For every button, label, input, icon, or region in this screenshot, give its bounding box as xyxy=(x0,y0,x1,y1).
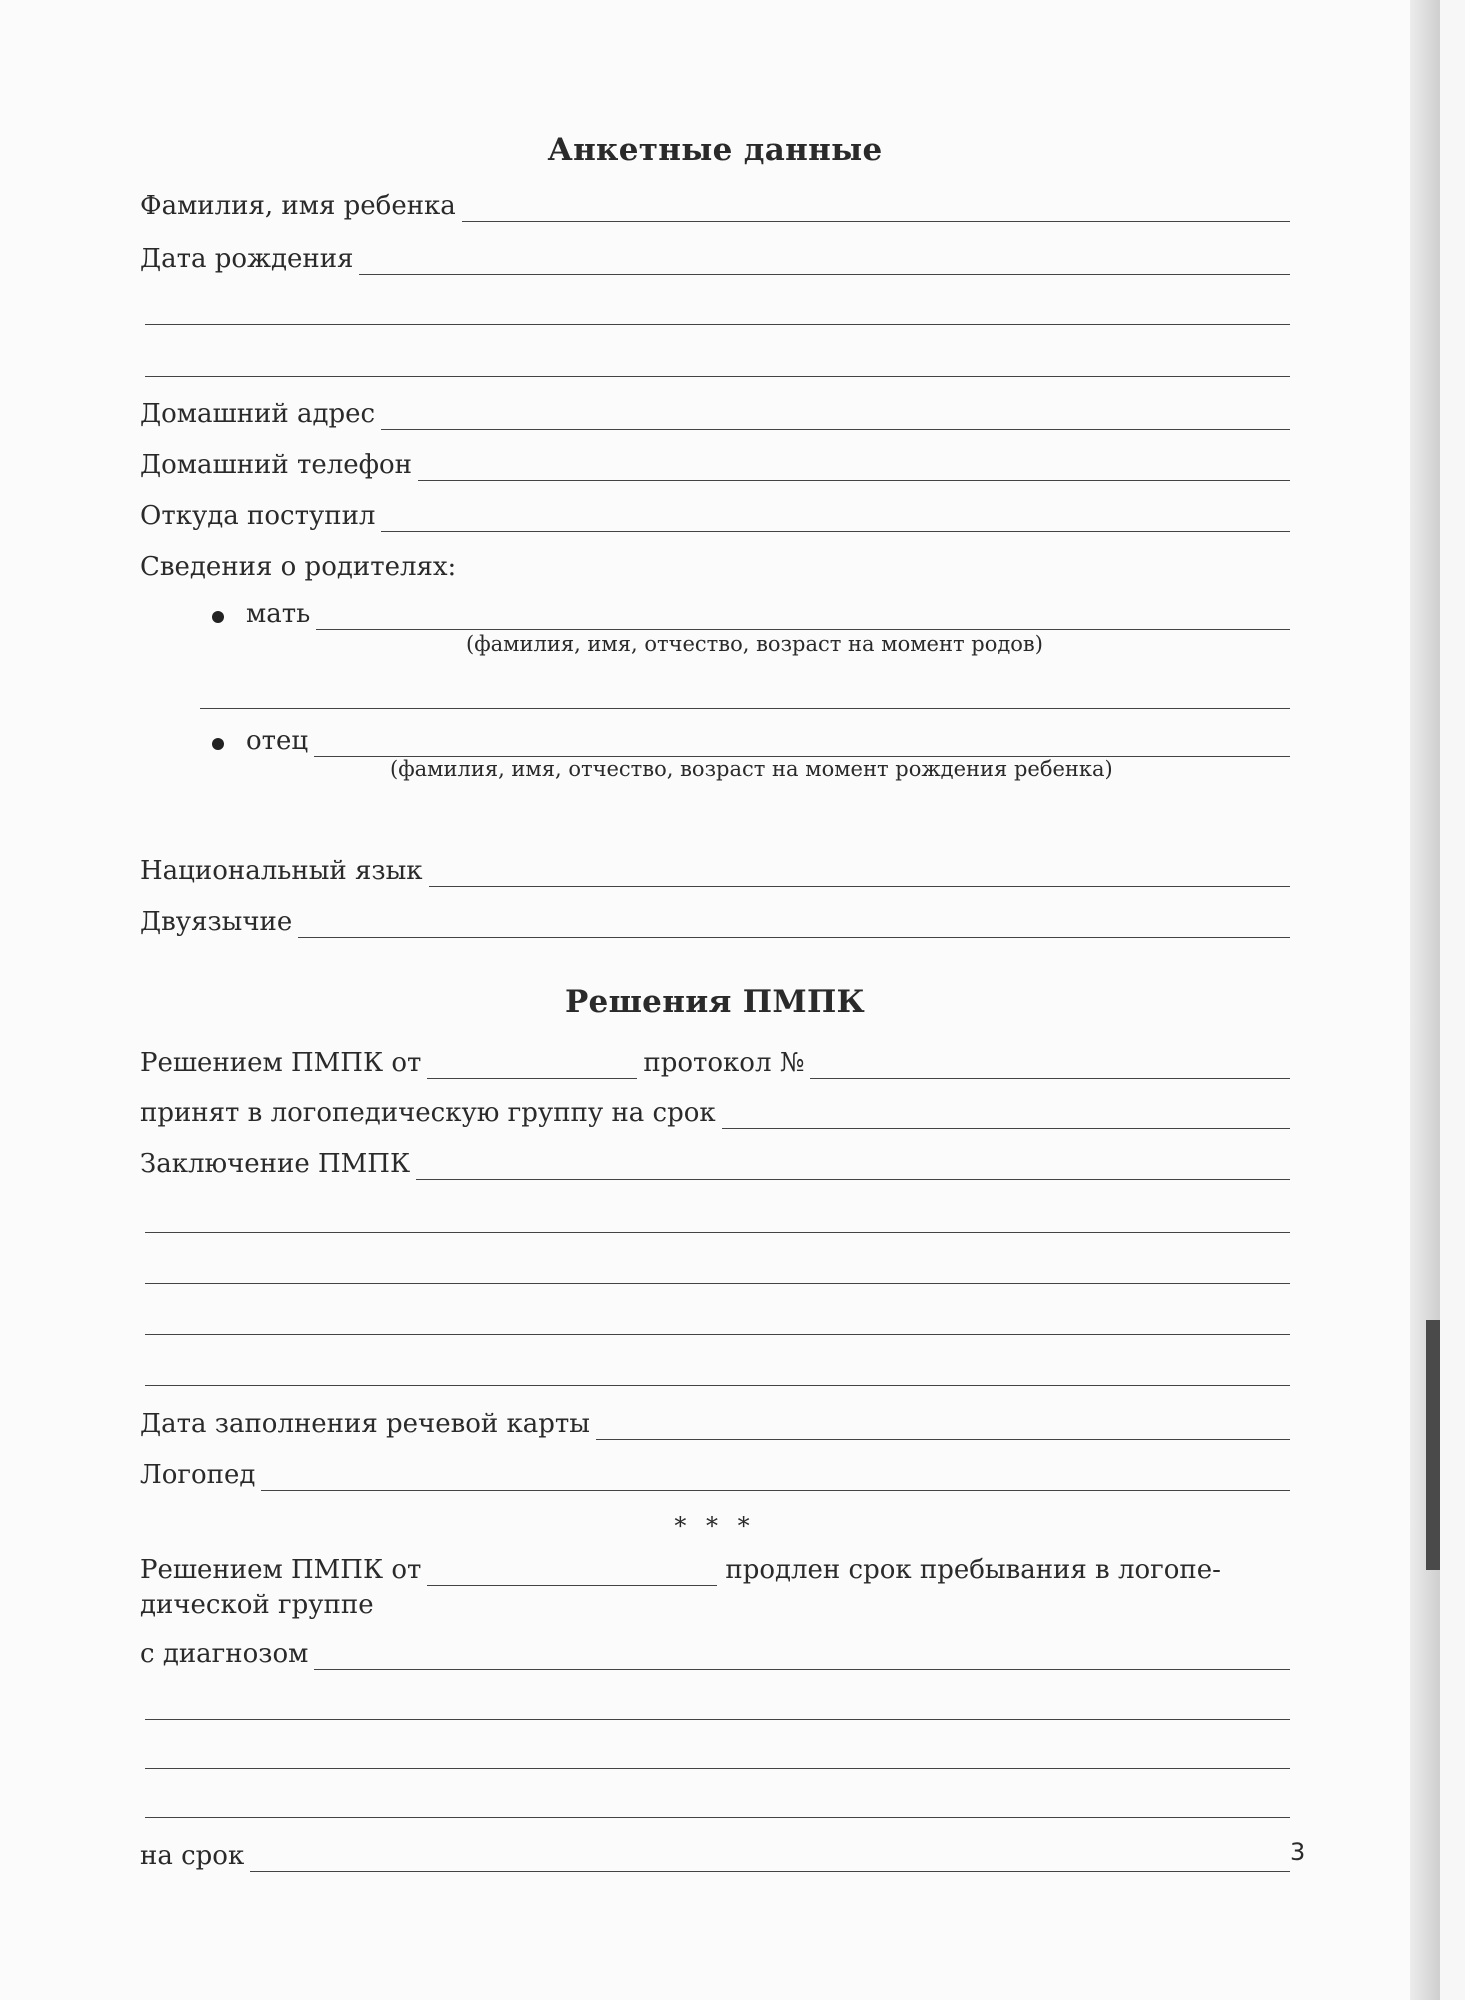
parents-label: Сведения о родителях: xyxy=(140,552,457,582)
language-label: Национальный язык xyxy=(140,856,423,886)
protocol-label: протокол № xyxy=(643,1048,805,1078)
birth-date-field[interactable] xyxy=(359,248,1290,275)
mother-label: мать xyxy=(246,599,311,629)
diagnosis-field[interactable] xyxy=(314,1643,1290,1670)
page-number: 3 xyxy=(1290,1838,1306,1866)
bilingual-row xyxy=(140,904,1290,938)
term-row xyxy=(140,1838,1290,1872)
birth-date-extra-line[interactable] xyxy=(145,376,1290,377)
bullet-icon xyxy=(212,611,224,623)
birth-date-row xyxy=(140,241,1290,275)
extension-date-field[interactable] xyxy=(427,1559,717,1586)
child-name-row xyxy=(140,188,1290,222)
diagnosis-row xyxy=(140,1636,1290,1670)
questionnaire-title: Анкетные данные xyxy=(547,132,883,168)
phone-row xyxy=(140,447,1290,481)
child-name-label: Фамилия, имя ребенка xyxy=(140,191,456,221)
address-label: Домашний адрес xyxy=(140,399,376,429)
child-name-field[interactable] xyxy=(462,195,1290,222)
address-row xyxy=(140,396,1290,430)
decision-from-label: Решением ПМПК от xyxy=(140,1048,422,1078)
father-label: отец xyxy=(246,726,309,756)
father-hint: (фамилия, имя, отчество, возраст на момент рождения ребенка) xyxy=(390,757,1113,781)
extension-row xyxy=(140,1552,1290,1586)
mother-row xyxy=(140,596,1290,630)
speech-therapist-row xyxy=(140,1457,1290,1491)
term-label: на срок xyxy=(140,1841,245,1871)
section-separator: * * * xyxy=(674,1512,756,1540)
speech-therapist-label: Логопед xyxy=(140,1460,256,1490)
accepted-term-field[interactable] xyxy=(722,1102,1290,1129)
decisions-title: Решения ПМПК xyxy=(564,984,866,1020)
father-row xyxy=(140,723,1290,757)
accepted-row xyxy=(140,1095,1290,1129)
diagnosis-extra-line[interactable] xyxy=(145,1719,1290,1720)
fill-date-field[interactable] xyxy=(596,1413,1290,1440)
parents-row xyxy=(140,549,1290,583)
diagnosis-label: с диагнозом xyxy=(140,1639,309,1669)
mother-field[interactable] xyxy=(316,603,1290,630)
father-field[interactable] xyxy=(314,730,1290,757)
bullet-icon xyxy=(212,738,224,750)
language-row xyxy=(140,853,1290,887)
form-content xyxy=(140,0,1290,2000)
from-field[interactable] xyxy=(381,505,1290,532)
phone-label: Домашний телефон xyxy=(140,450,412,480)
protocol-number-field[interactable] xyxy=(810,1052,1290,1079)
decision-row xyxy=(140,1045,1290,1079)
extension-from-label: Решением ПМПК от xyxy=(140,1555,422,1585)
bilingual-field[interactable] xyxy=(298,911,1290,938)
diagnosis-extra-line[interactable] xyxy=(145,1768,1290,1769)
diagnosis-extra-line[interactable] xyxy=(145,1817,1290,1818)
birth-date-extra-line[interactable] xyxy=(145,324,1290,325)
conclusion-extra-line[interactable] xyxy=(145,1232,1290,1233)
from-label: Откуда поступил xyxy=(140,501,376,531)
bilingual-label: Двуязычие xyxy=(140,907,293,937)
page-edge-shadow xyxy=(1410,0,1440,2000)
conclusion-extra-line[interactable] xyxy=(145,1334,1290,1335)
conclusion-row xyxy=(140,1146,1290,1180)
address-field[interactable] xyxy=(381,403,1290,430)
phone-field[interactable] xyxy=(418,454,1290,481)
term-field[interactable] xyxy=(250,1845,1290,1872)
page-edge-mark xyxy=(1426,1320,1440,1570)
conclusion-label: Заключение ПМПК xyxy=(140,1149,411,1179)
mother-hint: (фамилия, имя, отчество, возраст на момент родов) xyxy=(466,632,1043,656)
decision-date-field[interactable] xyxy=(427,1052,637,1079)
accepted-label: принят в логопедическую группу на срок xyxy=(140,1098,716,1128)
mother-extra-line[interactable] xyxy=(200,708,1290,709)
fill-date-label: Дата заполнения речевой карты xyxy=(140,1409,590,1439)
fill-date-row xyxy=(140,1406,1290,1440)
extension-text-1: продлен срок пребывания в логопе- xyxy=(725,1555,1221,1585)
conclusion-extra-line[interactable] xyxy=(145,1283,1290,1284)
conclusion-field[interactable] xyxy=(416,1153,1290,1180)
conclusion-extra-line[interactable] xyxy=(145,1385,1290,1386)
birth-date-label: Дата рождения xyxy=(140,244,354,274)
speech-therapist-field[interactable] xyxy=(261,1464,1290,1491)
extension-text-2: дической группе xyxy=(140,1590,374,1620)
from-row xyxy=(140,498,1290,532)
language-field[interactable] xyxy=(429,860,1290,887)
